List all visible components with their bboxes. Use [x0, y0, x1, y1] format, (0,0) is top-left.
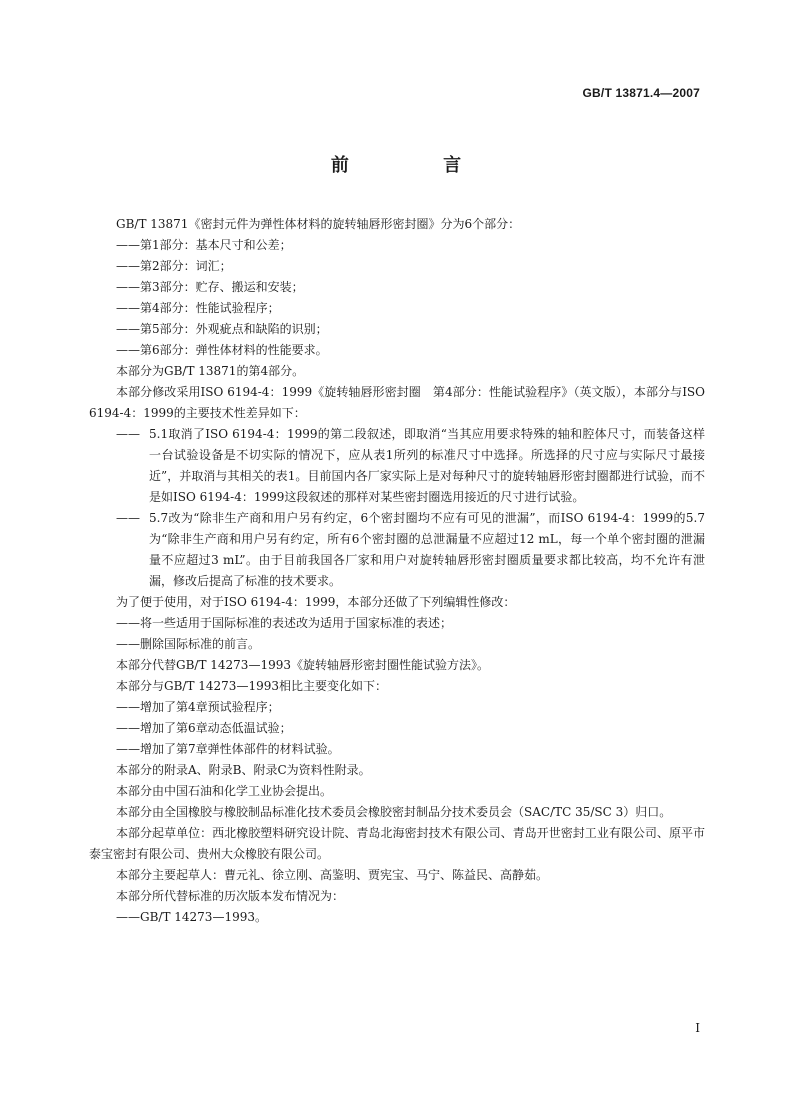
list-item — [89, 508, 705, 592]
paragraph: 本部分所代替标准的历次版本发布情况为： — [116, 889, 345, 903]
paragraph: 本部分修改采用ISO 6194-4：1999《旋转轴唇形密封圈 第4部分：性能试验程序》（英文版），本部分与ISO 6194-4：1999的主要技术性差异如下： — [89, 385, 705, 420]
document-body — [89, 214, 705, 928]
list-item: ——第6部分：弹性体材料的性能要求。 — [116, 343, 328, 357]
standard-code: GB/T 13871.4—2007 — [582, 86, 700, 100]
list-item: ——第2部分：词汇； — [116, 259, 232, 273]
list-item: ——增加了第4章预试验程序； — [116, 700, 280, 714]
list-item: ——删除国际标准的前言。 — [116, 637, 261, 651]
paragraph: 本部分代替GB/T 14273—1993《旋转轴唇形密封圈性能试验方法》。 — [116, 658, 489, 672]
list-item: ——第3部分：贮存、搬运和安装； — [116, 280, 304, 294]
paragraph: GB/T 13871《密封元件为弹性体材料的旋转轴唇形密封圈》分为6个部分： — [116, 217, 521, 231]
paragraph: 为了便于使用，对于ISO 6194-4：1999，本部分还做了下列编辑性修改： — [116, 595, 516, 609]
page-number: I — [695, 1021, 700, 1035]
paragraph: 本部分为GB/T 13871的第4部分。 — [116, 364, 305, 378]
page-title: 前 言 — [330, 155, 506, 176]
paragraph: 本部分的附录A、附录B、附录C为资料性附录。 — [116, 763, 371, 777]
list-item: ——第4部分：性能试验程序； — [116, 301, 280, 315]
paragraph: 本部分起草单位：西北橡胶塑料研究设计院、青岛北海密封技术有限公司、青岛开世密封工业有限公司、原平市泰宝密封有限公司、贵州大众橡胶有限公司。 — [89, 826, 705, 861]
list-item: ——第1部分：基本尺寸和公差； — [116, 238, 292, 252]
paragraph: 本部分由全国橡胶与橡胶制品标准化技术委员会橡胶密封制品分技术委员会（SAC/TC 35/SC 3）归口。 — [116, 805, 672, 819]
list-item-text: 5.1取消了ISO 6194-4：1999的第二段叙述，即取消“当其应用要求特殊的轴和腔体尺寸，而装备这样一台试验设备是不切实际的情况下，应从表1所列的标准尺寸中选择。所选择的尺寸应与实际尺寸最接近”，并取消与其相关的表1。目前国内各厂家实际上是对每种尺寸的旋转轴唇形密封圈都进行试验，而不是如ISO 6194-4：1999这段叙述的那样对某些密封圈选用接近的尺寸进行试验。 — [149, 427, 705, 504]
list-item: ——增加了第7章弹性体部件的材料试验。 — [116, 742, 340, 756]
list-dash: —— — [116, 427, 140, 441]
list-item: ——增加了第6章动态低温试验； — [116, 721, 292, 735]
list-item — [89, 424, 705, 508]
list-item-text: 5.7改为“除非生产商和用户另有约定，6个密封圈均不应有可见的泄漏”，而ISO 6194-4：1999的5.7为“除非生产商和用户另有约定，所有6个密封圈的总泄漏量不应超过12 mL，每一个单个密封圈的泄漏量不应超过3 mL”。由于目前我国各厂家和用户对旋转轴唇形密封圈质量要求都比较高，均不允许有泄漏，修改后提高了标准的技术要求。 — [149, 511, 705, 588]
list-dash: —— — [116, 511, 140, 525]
list-item: ——GB/T 14273—1993。 — [116, 910, 267, 924]
paragraph: 本部分与GB/T 14273—1993相比主要变化如下： — [116, 679, 387, 693]
paragraph: 本部分由中国石油和化学工业协会提出。 — [116, 784, 333, 798]
paragraph: 本部分主要起草人：曹元礼、徐立刚、高鉴明、贾宪宝、马宁、陈益民、高静茹。 — [116, 868, 549, 882]
list-item: ——第5部分：外观疵点和缺陷的识别； — [116, 322, 328, 336]
list-item: ——将一些适用于国际标准的表述改为适用于国家标准的表述； — [116, 616, 453, 630]
